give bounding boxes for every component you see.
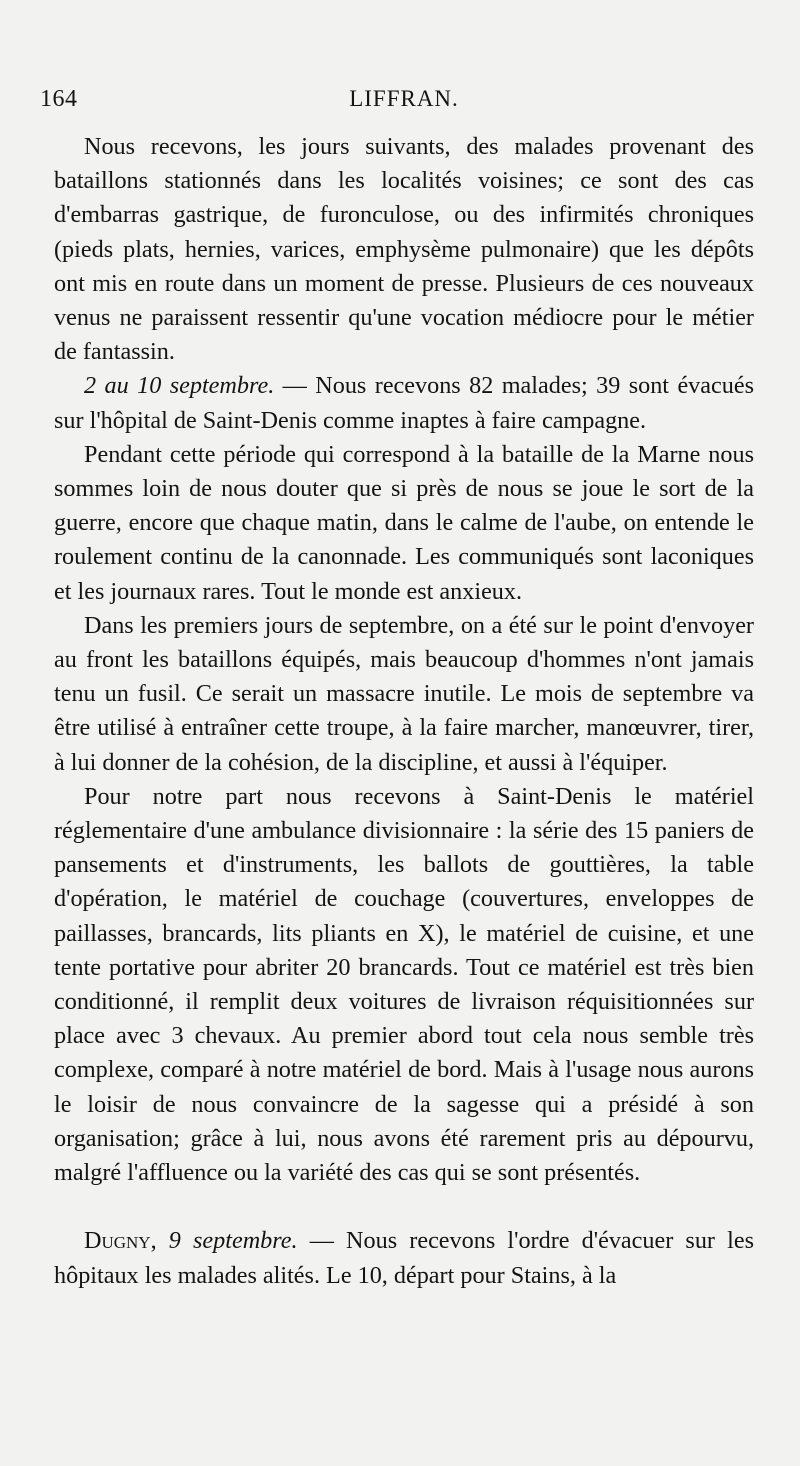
paragraph-text: Dans les premiers jours de septembre, on a été sur le point d'envoyer au front les bataillons équipés, mais beaucoup d'hommes n'ont jamais tenu un fusil. Ce serait un massacre inutile. Le mois de septembre va être utilisé à entraîner cette troupe, à la faire marcher, manœuvrer, tirer, à lui donner de la cohésion, de la discipline, et aussi à l'équiper. — [54, 611, 754, 776]
paragraph-6 — [54, 1224, 754, 1292]
paragraph-text: — Nous recevons l'ordre d'évacuer sur les hôpitaux les malades alités. Le 10, départ pour Stains, à la — [54, 1227, 754, 1289]
paragraph-5 — [54, 780, 754, 1190]
date-heading: 2 au 10 septembre. — [84, 372, 275, 400]
place-heading: Dugny, — [84, 1227, 157, 1255]
paragraph-4 — [54, 609, 754, 780]
paragraph-3 — [54, 438, 754, 609]
date-heading: 9 septembre. — [156, 1227, 298, 1255]
paragraph-1 — [54, 130, 754, 369]
page-header — [40, 86, 754, 122]
page-number: 164 — [40, 86, 78, 112]
paragraph-2 — [54, 369, 754, 437]
paragraph-text: Pour notre part nous recevons à Saint-Denis le matériel réglementaire d'une ambulance divisionnaire : la série des 15 paniers de pansements et d'instruments, les ballots de gouttières, la table d'opération, le matériel de couchage (couvertures, enveloppes de paillasses, brancards, lits pliants en X), le matériel de cuisine, et une tente portative pour abriter 20 brancards. Tout ce matériel est très bien conditionné, il remplit deux voitures de livraison réquisitionnées sur place avec 3 chevaux. Au premier abord tout cela nous semble très complexe, comparé à notre matériel de bord. Mais à l'usage nous aurons le loisir de nous convaincre de la sagesse qui a présidé à son organisation; grâce à lui, nous avons été rarement pris au dépourvu, malgré l'affluence ou la variété des cas qui se sont présentés. — [54, 782, 754, 1187]
running-title: LIFFRAN. — [349, 86, 459, 111]
body-text — [54, 130, 754, 1293]
paragraph-text: — Nous recevons 82 malades; 39 sont évacués sur l'hôpital de Saint-Denis comme inaptes à faire campagne. — [54, 372, 754, 434]
paragraph-text: Nous recevons, les jours suivants, des malades provenant des bataillons stationnés dans les localités voisines; ce sont des cas d'embarras gastrique, de furonculose, ou des infirmités chroniques (pieds plats, hernies, varices, emphysème pulmonaire) que les dépôts ont mis en route dans un moment de presse. Plusieurs de ces nouveaux venus ne paraissent ressentir qu'une vocation médiocre pour le métier de fantassin. — [54, 133, 754, 366]
paragraph-text: Pendant cette période qui correspond à la bataille de la Marne nous sommes loin de nous douter que si près de nous se joue le sort de la guerre, encore que chaque matin, dans le calme de l'aube, on entende le roulement continu de la canonnade. Les communiqués sont laconiques et les journaux rares. Tout le monde est anxieux. — [54, 440, 754, 605]
